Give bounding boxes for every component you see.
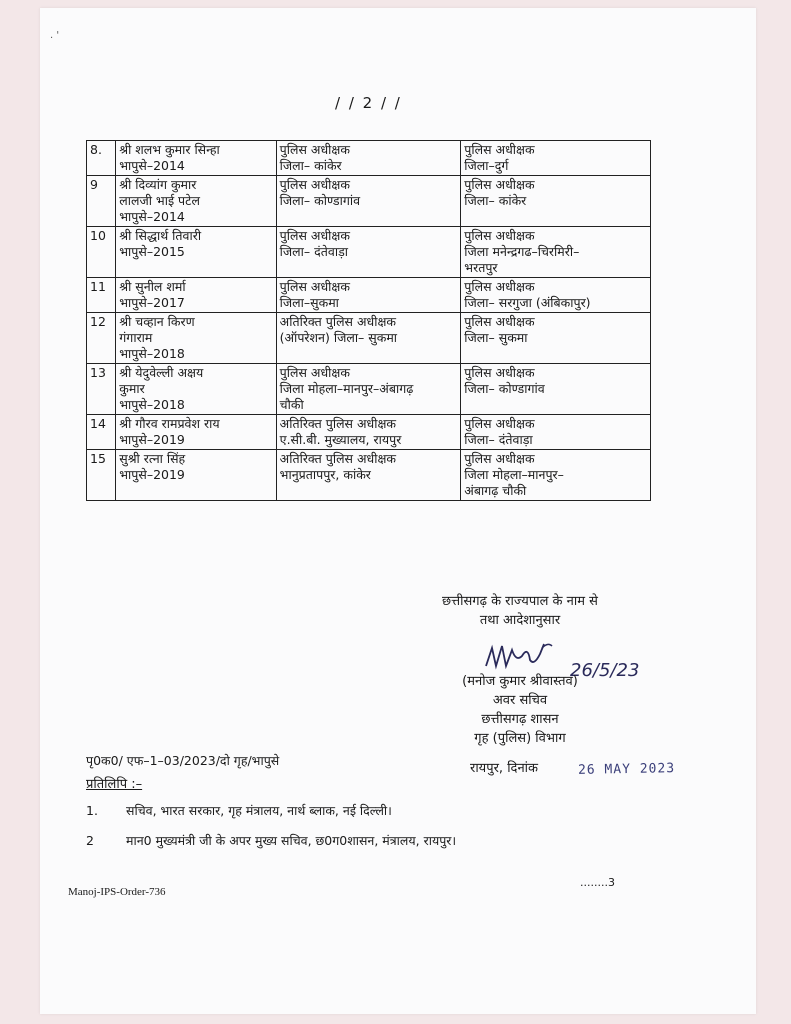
officer-name-line: भापुसे–2014 [119, 209, 185, 224]
officer-name [116, 415, 276, 450]
current-posting-line: अतिरिक्त पुलिस अधीक्षक [279, 416, 397, 431]
current-posting [276, 415, 461, 450]
copy-item [86, 832, 456, 849]
officer-name-line: लालजी भाई पटेल [119, 193, 200, 208]
current-posting-line: जिला– दंतेवाड़ा [279, 244, 348, 259]
signatory-block [420, 672, 620, 748]
new-posting-line: भरतपुर [464, 260, 498, 275]
current-posting-line: भानुप्रतापपुर, कांकेर [279, 467, 371, 482]
new-posting [461, 227, 651, 278]
serial-number: 11 [87, 278, 116, 313]
new-posting [461, 450, 651, 501]
current-posting-line: पुलिस अधीक्षक [279, 228, 350, 243]
officer-name [116, 141, 276, 176]
new-posting [461, 278, 651, 313]
serial-number: 13 [87, 364, 116, 415]
new-posting-line: जिला– सरगुजा (अंबिकापुर) [464, 295, 591, 310]
copy-item-text: मान0 मुख्यमंत्री जी के अपर मुख्य सचिव, छ0ग0शासन, मंत्रालय, रायपुर। [126, 833, 457, 848]
new-posting-line: जिला– दंतेवाड़ा [464, 432, 533, 447]
date-stamp: 26 MAY 2023 [577, 761, 676, 778]
new-posting-line: जिला–दुर्ग [464, 158, 509, 173]
current-posting-line: ए.सी.बी. मुख्यालय, रायपुर [279, 432, 402, 447]
officer-name-line: श्री सुनील शर्मा [119, 279, 186, 294]
officer-name-line: भापुसे–2019 [119, 432, 185, 447]
officer-name [116, 364, 276, 415]
officer-name-line: श्री येदुवेल्ली अक्षय [119, 365, 204, 380]
new-posting-line: जिला मोहला–मानपुर– [464, 467, 564, 482]
current-posting-line: अतिरिक्त पुलिस अधीक्षक [279, 314, 397, 329]
officer-name-line: भापुसे–2018 [119, 346, 185, 361]
authority-statement [400, 592, 640, 630]
new-posting [461, 313, 651, 364]
signature-date: 26/5/23 [570, 660, 640, 681]
current-posting-line: चौकी [279, 397, 304, 412]
officer-name [116, 227, 276, 278]
copy-to-label: प्रतिलिपि :– [86, 777, 143, 792]
new-posting-line: अंबागढ़ चौकी [464, 483, 527, 498]
current-posting [276, 313, 461, 364]
serial-number: 10 [87, 227, 116, 278]
officer-name [116, 313, 276, 364]
officer-name-line: सुश्री रत्ना सिंह [119, 451, 186, 466]
reference-number: पृ0क0/ एफ–1–03/2023/दो गृह/भापुसे [86, 753, 280, 768]
current-posting-line: जिला मोहला–मानपुर–अंबागढ़ [279, 381, 414, 396]
table-row [87, 313, 651, 364]
current-posting-line: जिला–सुकमा [279, 295, 339, 310]
signatory-name: (मनोज कुमार श्रीवास्तव) [462, 674, 578, 689]
signatory-government: छत्तीसगढ़ शासन [481, 712, 559, 727]
table-row [87, 278, 651, 313]
new-posting-line: पुलिस अधीक्षक [464, 451, 535, 466]
signatory-department: गृह (पुलिस) विभाग [474, 731, 566, 746]
officer-name-line: भापुसे–2019 [119, 467, 185, 482]
current-posting-line: जिला– कोण्डागांव [279, 193, 361, 208]
new-posting [461, 176, 651, 227]
new-posting-line: पुलिस अधीक्षक [464, 142, 535, 157]
continued-page-marker: ........3 [580, 876, 615, 889]
table-row [87, 141, 651, 176]
officer-name-line: भापुसे–2014 [119, 158, 185, 173]
new-posting-line: पुलिस अधीक्षक [464, 416, 535, 431]
officer-name-line: श्री चव्हान किरण [119, 314, 195, 329]
current-posting-line: (ऑपरेशन) जिला– सुकमा [279, 330, 398, 345]
serial-number: 9 [87, 176, 116, 227]
date-label: रायपुर, दिनांक [470, 761, 539, 776]
copy-item [86, 802, 392, 819]
officer-name [116, 176, 276, 227]
page-number-marker: / / 2 / / [335, 94, 402, 112]
serial-number: 8. [87, 141, 116, 176]
new-posting-line: जिला– कोण्डागांव [464, 381, 545, 396]
officer-name-line: श्री दिव्यांग कुमार [119, 177, 197, 192]
officer-name-line: श्री शलभ कुमार सिन्हा [119, 142, 220, 157]
current-posting-line: पुलिस अधीक्षक [279, 279, 350, 294]
scan-marks: . ' [50, 30, 60, 41]
new-posting [461, 364, 651, 415]
new-posting-line: पुलिस अधीक्षक [464, 365, 535, 380]
copy-item-number: 2 [86, 833, 94, 848]
officer-name-line: भापुसे–2018 [119, 397, 185, 412]
authority-line-1: छत्तीसगढ़ के राज्यपाल के नाम से [442, 594, 598, 609]
copy-item-number: 1. [86, 803, 98, 818]
authority-line-2: तथा आदेशानुसार [479, 613, 561, 628]
serial-number: 12 [87, 313, 116, 364]
new-posting-line: जिला– कांकेर [464, 193, 527, 208]
new-posting-line: जिला मनेन्द्रगढ–चिरमिरी– [464, 244, 580, 259]
current-posting [276, 176, 461, 227]
current-posting [276, 227, 461, 278]
current-posting [276, 450, 461, 501]
officer-name [116, 450, 276, 501]
new-posting-line: पुलिस अधीक्षक [464, 177, 535, 192]
serial-number: 15 [87, 450, 116, 501]
officer-name-line: कुमार [119, 381, 145, 396]
officer-name-line: गंगाराम [119, 330, 153, 345]
officer-name [116, 278, 276, 313]
serial-number: 14 [87, 415, 116, 450]
current-posting-line: पुलिस अधीक्षक [279, 365, 350, 380]
new-posting [461, 141, 651, 176]
new-posting-line: पुलिस अधीक्षक [464, 314, 535, 329]
current-posting [276, 364, 461, 415]
transfer-order-table [86, 140, 651, 501]
new-posting-line: पुलिस अधीक्षक [464, 228, 535, 243]
new-posting-line: जिला– सुकमा [464, 330, 528, 345]
officer-name-line: भापुसे–2017 [119, 295, 185, 310]
table-row [87, 176, 651, 227]
copy-item-text: सचिव, भारत सरकार, गृह मंत्रालय, नार्थ ब्लाक, नई दिल्ली। [126, 803, 392, 818]
table-row [87, 364, 651, 415]
table-row [87, 415, 651, 450]
current-posting-line: पुलिस अधीक्षक [279, 177, 350, 192]
signatory-designation: अवर सचिव [492, 693, 548, 708]
current-posting [276, 278, 461, 313]
new-posting [461, 415, 651, 450]
file-reference-footer: Manoj-IPS-Order-736 [68, 886, 166, 898]
officer-name-line: भापुसे–2015 [119, 244, 185, 259]
current-posting-line: जिला– कांकेर [279, 158, 342, 173]
table-row [87, 450, 651, 501]
table-row [87, 227, 651, 278]
current-posting [276, 141, 461, 176]
officer-name-line: श्री सिद्धार्थ तिवारी [119, 228, 202, 243]
officer-name-line: श्री गौरव रामप्रवेश राय [119, 416, 220, 431]
current-posting-line: अतिरिक्त पुलिस अधीक्षक [279, 451, 397, 466]
current-posting-line: पुलिस अधीक्षक [279, 142, 350, 157]
new-posting-line: पुलिस अधीक्षक [464, 279, 535, 294]
